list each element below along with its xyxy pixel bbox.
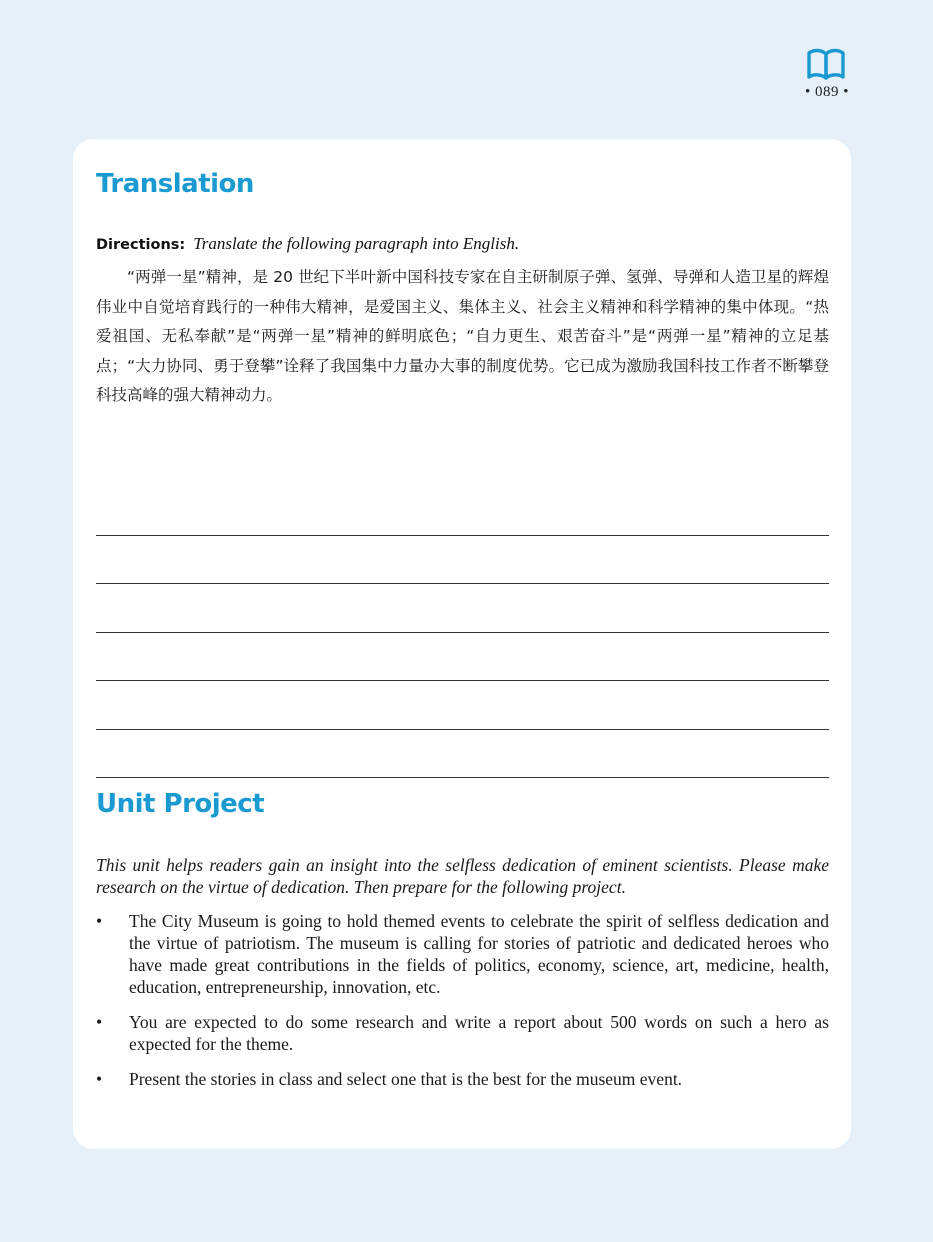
list-item bbox=[96, 1011, 829, 1055]
bullet-icon: • bbox=[96, 1012, 103, 1032]
answer-line[interactable] bbox=[96, 584, 829, 633]
answer-line[interactable] bbox=[96, 487, 829, 536]
list-item bbox=[96, 1068, 829, 1090]
answer-line[interactable] bbox=[96, 536, 829, 585]
answer-line[interactable] bbox=[96, 730, 829, 779]
directions-text: Translate the following paragraph into English. bbox=[193, 234, 520, 253]
answer-lines bbox=[96, 487, 829, 778]
bullet-icon: • bbox=[96, 911, 103, 931]
answer-line[interactable] bbox=[96, 633, 829, 682]
unit-project-title: Unit Project bbox=[96, 789, 265, 819]
content-card bbox=[73, 139, 851, 1149]
open-book-icon bbox=[807, 48, 845, 80]
source-paragraph: “两弹一星”精神，是 20 世纪下半叶新中国科技专家在自主研制原子弹、氢弹、导弹和人造卫星的辉煌伟业中自觉培育践行的一种伟大精神，是爱国主义、集体主义、社会主义精神和科学精神的集中体现。“热爱祖国、无私奉献”是“两弹一星”精神的鲜明底色；“自力更生、艰苦奋斗”是“两弹一星”精神的立足基点；“大力协同、勇于登攀”诠释了我国集中力量办大事的制度优势。它已成为激励我国科技工作者不断攀登科技高峰的强大精神动力。 bbox=[96, 268, 829, 404]
list-item bbox=[96, 910, 829, 998]
bullet-text: The City Museum is going to hold themed events to celebrate the spirit of selfless dedication and the virtue of patriotism. The museum is calling for stories of patriotic and dedicated heroes who have made great contributions in the fields of politics, economy, science, art, medicine, health, education, entrepreneurship, innovation, etc. bbox=[129, 911, 829, 997]
project-bullet-list bbox=[96, 910, 829, 1103]
bullet-icon: • bbox=[96, 1069, 103, 1089]
directions-label: Directions: bbox=[96, 237, 186, 253]
answer-line[interactable] bbox=[96, 681, 829, 730]
page-number: • 089 • bbox=[804, 84, 849, 100]
translation-title: Translation bbox=[96, 169, 254, 199]
directions bbox=[96, 234, 836, 254]
project-intro: This unit helps readers gain an insight into the selfless dedication of eminent scientists. Please make research on the virtue of dedication. Then prepare for the following project. bbox=[96, 855, 829, 897]
bullet-text: Present the stories in class and select one that is the best for the museum event. bbox=[129, 1069, 683, 1089]
bullet-text: You are expected to do some research and write a report about 500 words on such a hero as expected for the theme. bbox=[129, 1012, 829, 1054]
